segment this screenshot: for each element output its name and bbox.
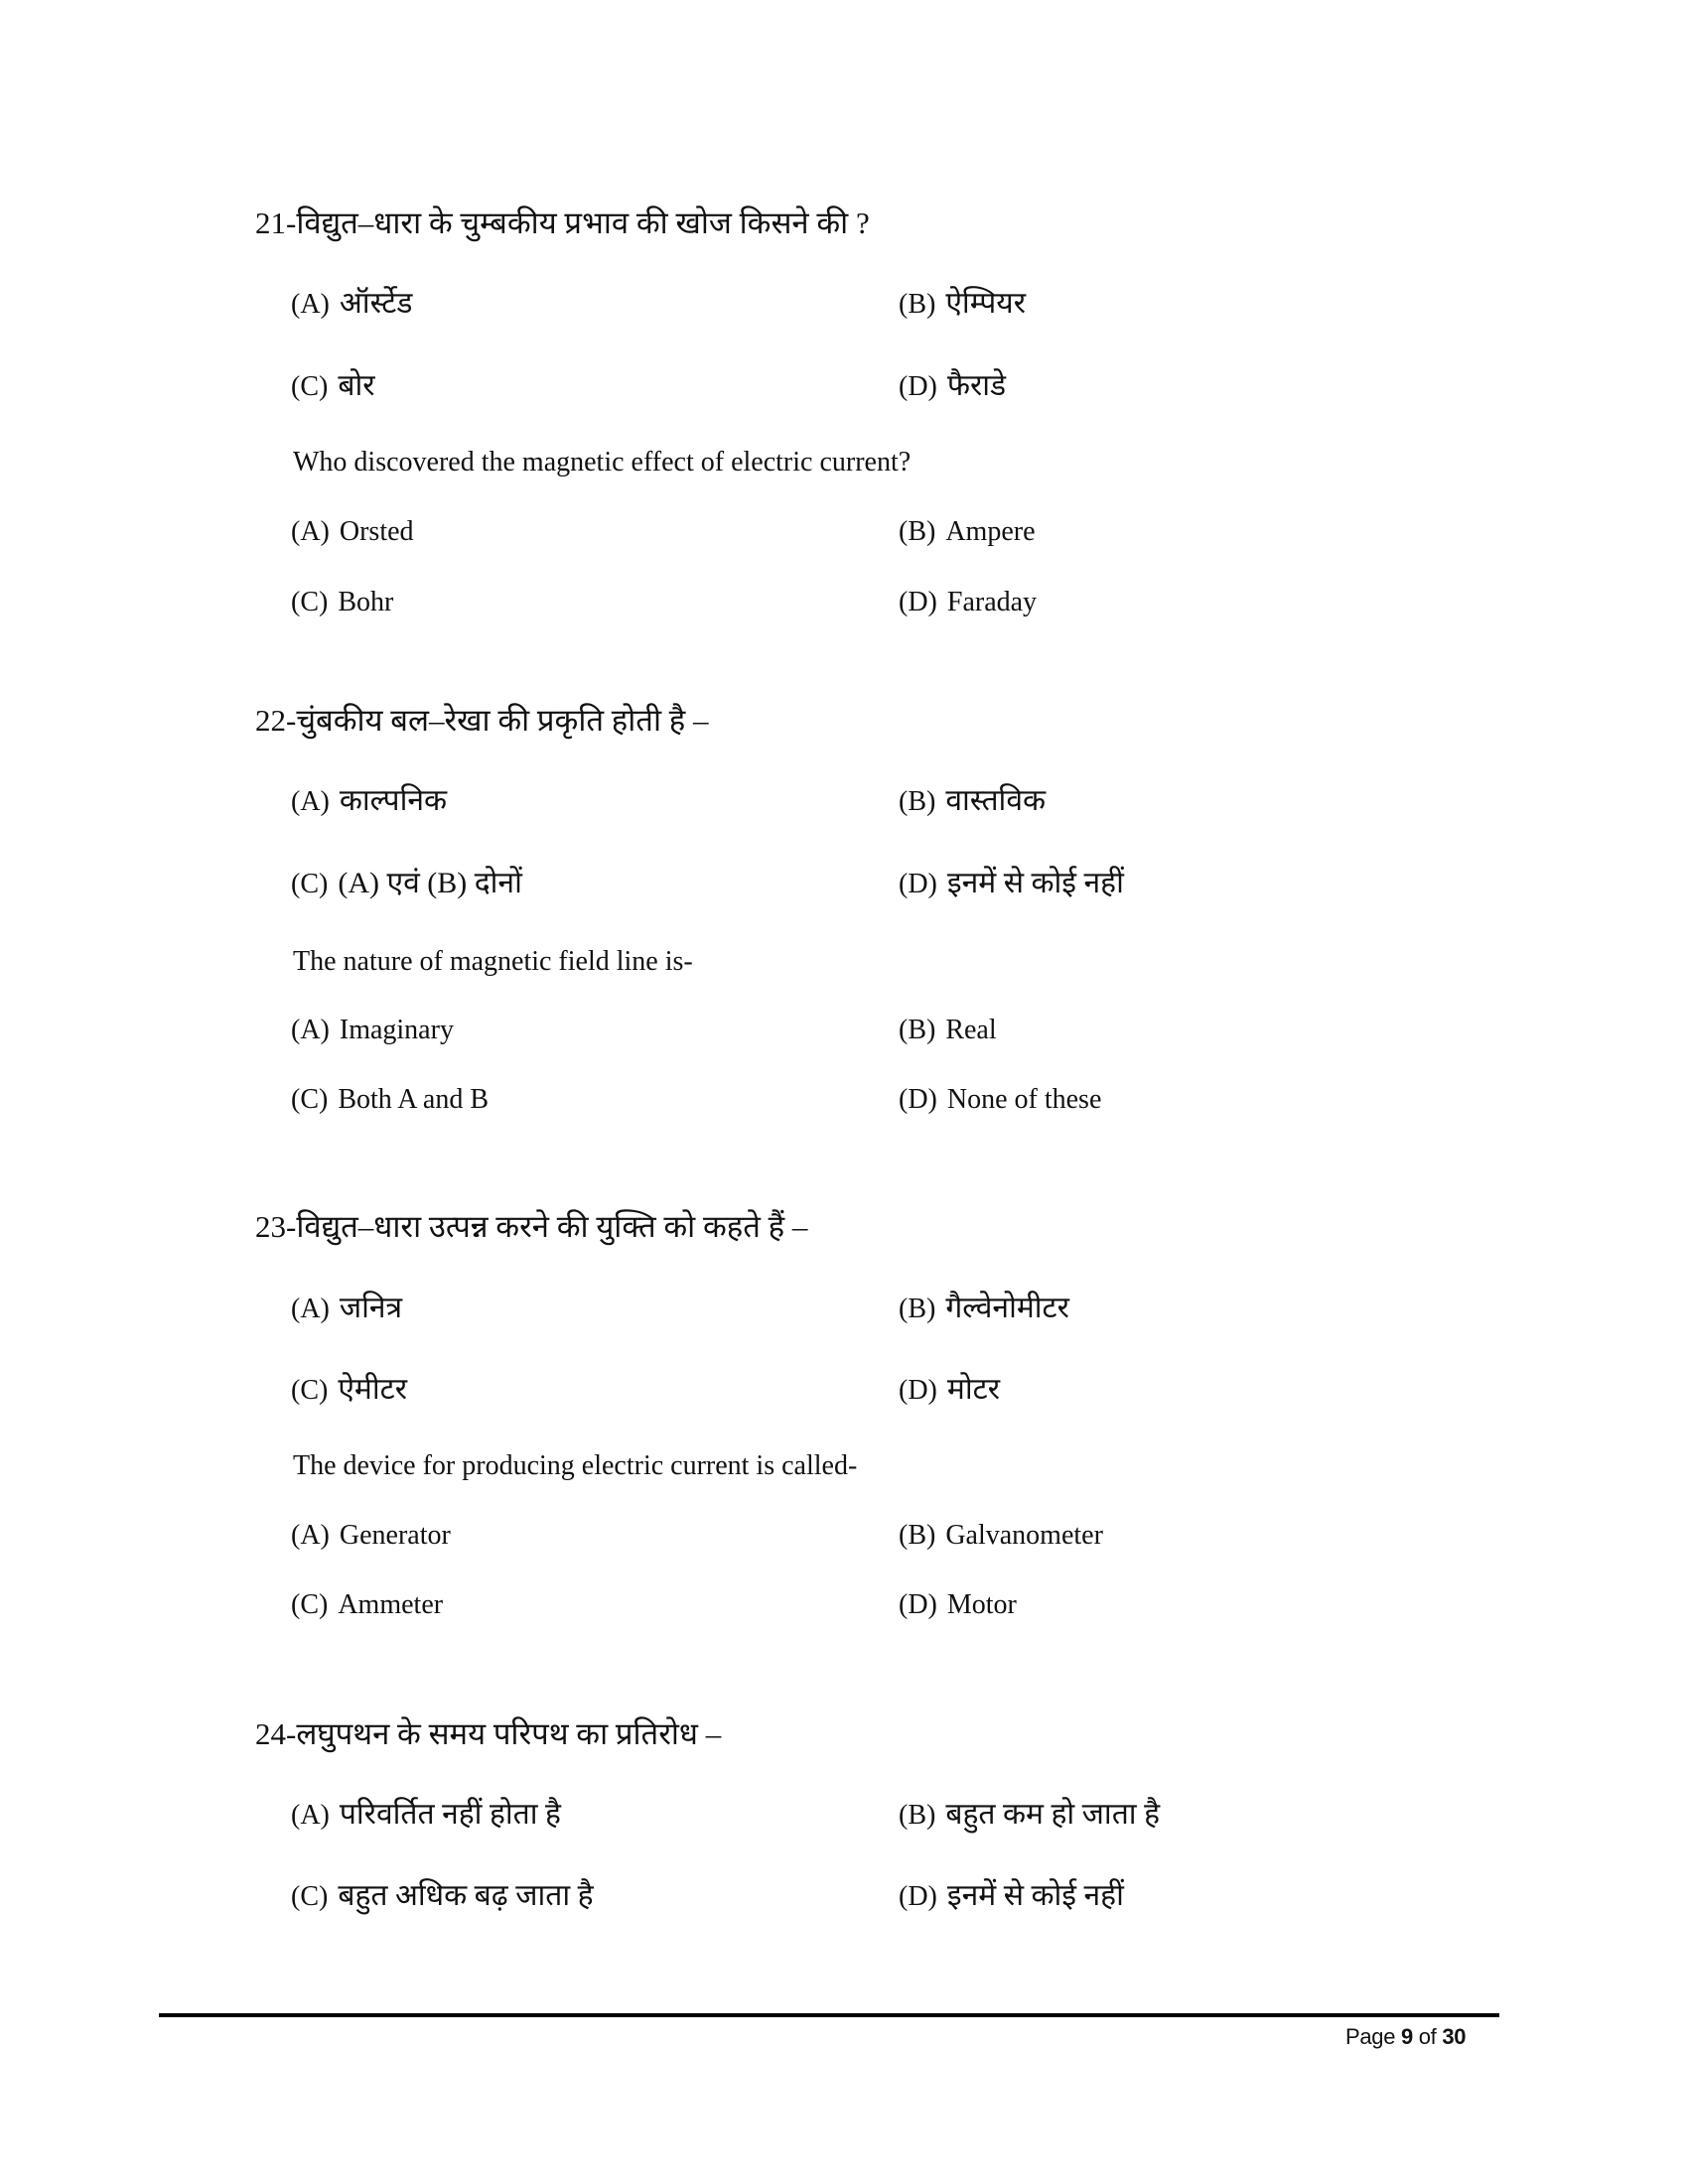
option-d-english [899, 1078, 1101, 1122]
option-text: Imaginary [339, 1015, 454, 1045]
question-22-english: The nature of magnetic field line is- [293, 946, 693, 977]
option-text: बहुत कम हो जाता है [945, 1798, 1160, 1831]
option-label: (B) [899, 1800, 936, 1831]
option-text: None of these [946, 1084, 1102, 1115]
page-number [1345, 2023, 1466, 2051]
option-label: (A) [291, 289, 330, 320]
option-text: ऐमीटर [338, 1373, 408, 1406]
of-word: of [1418, 2024, 1437, 2049]
option-text: Faraday [946, 587, 1038, 617]
option-text: (A) एवं (B) दोनों [338, 867, 522, 899]
option-label: (D) [899, 1881, 937, 1912]
option-c-english [291, 581, 393, 624]
option-text: परिवर्तित नहीं होता है [339, 1798, 561, 1831]
footer-divider [159, 2013, 1499, 2017]
option-label: (C) [291, 869, 329, 899]
option-text: बोर [338, 369, 375, 402]
option-b-english [899, 1009, 997, 1052]
option-text: बहुत अधिक बढ़ जाता है [338, 1879, 594, 1912]
option-d-hindi [899, 364, 1006, 408]
option-text: ऑर्स्टेड [339, 287, 413, 320]
option-c-hindi [291, 862, 522, 905]
option-text: ऐम्पियर [945, 287, 1026, 320]
question-21-english: Who discovered the magnetic effect of electric current? [293, 447, 912, 478]
question-23-english: The device for producing electric current is called- [293, 1450, 858, 1481]
option-label: (B) [899, 786, 936, 817]
option-label: (A) [291, 516, 330, 547]
option-label: (C) [291, 1589, 329, 1620]
option-c-hindi [291, 364, 375, 408]
option-label: (D) [899, 1375, 937, 1406]
option-b-english [899, 1514, 1103, 1558]
option-a-hindi [291, 1793, 561, 1837]
option-a-hindi [291, 282, 412, 326]
option-label: (D) [899, 587, 937, 617]
option-label: (C) [291, 1881, 329, 1912]
option-text: Galvanometer [945, 1520, 1103, 1551]
option-label: (D) [899, 1084, 937, 1115]
option-text: Both A and B [338, 1084, 490, 1115]
option-text: Generator [339, 1520, 451, 1551]
option-a-english [291, 510, 414, 554]
option-label: (A) [291, 1294, 330, 1324]
option-text: काल्पनिक [339, 784, 448, 817]
option-text: जनित्र [339, 1292, 403, 1324]
current-page: 9 [1401, 2024, 1413, 2049]
total-pages: 30 [1442, 2024, 1467, 2049]
option-text: Real [945, 1015, 997, 1045]
option-c-hindi [291, 1874, 594, 1918]
option-text: Ampere [945, 516, 1036, 547]
option-label: (A) [291, 1015, 330, 1045]
question-24-hindi [255, 1712, 721, 1756]
option-label: (D) [899, 371, 937, 402]
option-d-hindi [899, 1368, 1000, 1412]
option-c-hindi [291, 1368, 407, 1412]
option-a-english [291, 1009, 454, 1052]
option-c-english [291, 1078, 489, 1122]
option-b-english [899, 510, 1036, 554]
option-text: Orsted [339, 516, 414, 547]
question-text-hindi: लघुपथन के समय परिपथ का प्रतिरोध – [296, 1716, 722, 1751]
option-label: (A) [291, 1520, 330, 1551]
option-label: (B) [899, 289, 936, 320]
question-22-hindi [255, 699, 708, 743]
option-label: (C) [291, 1375, 329, 1406]
option-b-hindi [899, 1287, 1069, 1330]
option-a-hindi [291, 1287, 402, 1330]
option-b-hindi [899, 779, 1046, 823]
option-b-hindi [899, 1793, 1160, 1837]
option-label: (B) [899, 1015, 936, 1045]
option-d-english [899, 1583, 1017, 1627]
option-text: Bohr [338, 587, 394, 617]
question-21-hindi [255, 202, 870, 245]
option-label: (D) [899, 1589, 937, 1620]
option-label: (C) [291, 371, 329, 402]
page-word: Page [1345, 2024, 1396, 2049]
option-label: (D) [899, 869, 937, 899]
question-number: 22- [255, 703, 297, 738]
option-c-english [291, 1583, 443, 1627]
option-a-hindi [291, 779, 447, 823]
question-text-hindi: विद्युत–धारा के चुम्बकीय प्रभाव की खोज किसने की ? [296, 205, 870, 240]
option-text: Ammeter [338, 1589, 444, 1620]
option-label: (A) [291, 1800, 330, 1831]
question-number: 23- [255, 1209, 297, 1244]
option-text: इनमें से कोई नहीं [946, 1879, 1124, 1912]
option-a-english [291, 1514, 451, 1558]
question-text-hindi: चुंबकीय बल–रेखा की प्रकृति होती है – [296, 703, 709, 738]
option-label: (C) [291, 1084, 329, 1115]
option-text: गैल्वेनोमीटर [945, 1292, 1069, 1324]
question-23-hindi [255, 1205, 807, 1249]
option-label: (B) [899, 1294, 936, 1324]
option-label: (C) [291, 587, 329, 617]
question-text-hindi: विद्युत–धारा उत्पन्न करने की युक्ति को कहते हैं – [296, 1209, 808, 1244]
option-text: फैराडे [946, 369, 1007, 402]
option-text: Motor [946, 1589, 1017, 1620]
question-number: 21- [255, 205, 297, 240]
option-d-hindi [899, 1874, 1124, 1918]
option-b-hindi [899, 282, 1026, 326]
option-label: (B) [899, 1520, 936, 1551]
question-number: 24- [255, 1716, 297, 1751]
option-text: इनमें से कोई नहीं [946, 867, 1124, 899]
option-text: मोटर [946, 1373, 1000, 1406]
option-label: (B) [899, 516, 936, 547]
option-d-hindi [899, 862, 1124, 905]
option-label: (A) [291, 786, 330, 817]
option-d-english [899, 581, 1037, 624]
option-text: वास्तविक [945, 784, 1047, 817]
